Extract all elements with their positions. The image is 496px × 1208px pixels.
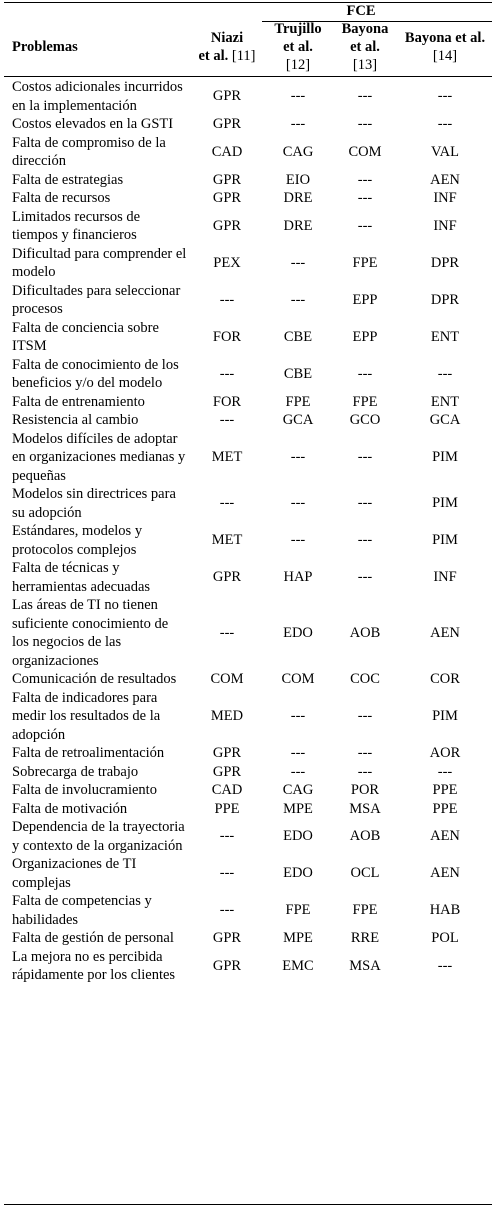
fce-code-cell: --- xyxy=(290,532,306,549)
fce-code-cell: --- xyxy=(357,763,373,780)
source-header-trujillo: Trujillo et al. [12] xyxy=(274,21,322,73)
table-row xyxy=(4,892,492,929)
problem-cell: Dependencia de la trayectoria y contexto de la organización xyxy=(12,819,185,854)
table-header xyxy=(4,3,492,74)
table-row xyxy=(4,855,492,892)
fce-code-cell: PIM xyxy=(432,449,458,465)
fce-code-cell: FOR xyxy=(212,393,242,410)
fce-code-cell: --- xyxy=(357,745,373,761)
table-row xyxy=(4,393,492,412)
fce-code-cell: --- xyxy=(219,365,235,382)
table-row xyxy=(4,282,492,319)
table-row xyxy=(4,189,492,208)
fce-code-cell: EIO xyxy=(285,171,311,188)
fce-code-cell: GPR xyxy=(212,116,242,132)
fce-code-cell: MSA xyxy=(349,957,381,974)
fce-code-cell: --- xyxy=(290,708,306,724)
fce-code-cell: COC xyxy=(350,671,380,687)
fce-code-cell: MPE xyxy=(283,800,313,817)
header-columns-row xyxy=(4,20,492,74)
fce-code-cell: --- xyxy=(357,88,373,105)
fce-code-cell: COR xyxy=(430,671,460,687)
problem-cell: Falta de recursos xyxy=(12,190,111,206)
problem-cell: Falta de compromiso de la dirección xyxy=(12,134,166,169)
problem-cell: Modelos difíciles de adoptar en organizaciones medianas y pequeñas xyxy=(12,430,186,484)
fce-code-cell: GPR xyxy=(212,190,242,206)
fce-code-cell: --- xyxy=(219,865,235,882)
table-row xyxy=(4,559,492,596)
table-row xyxy=(4,245,492,282)
fce-code-cell: --- xyxy=(437,763,453,780)
fce-code-cell: INF xyxy=(433,190,457,206)
fce-code-cell: AOB xyxy=(349,828,381,845)
problem-cell: Costos adicionales incurridos en la implementación xyxy=(12,79,183,114)
fce-code-cell: VAL xyxy=(431,143,459,160)
problem-cell: Falta de motivación xyxy=(12,800,128,817)
fce-code-cell: AOR xyxy=(429,745,461,761)
problem-cell: Resistencia al cambio xyxy=(12,412,139,428)
fce-code-cell: EDO xyxy=(283,624,313,641)
fce-code-cell: --- xyxy=(219,412,235,428)
problem-cell: Falta de entrenamiento xyxy=(12,393,145,410)
fce-code-cell: --- xyxy=(290,116,306,132)
fce-code-cell: PIM xyxy=(432,708,458,724)
table-row xyxy=(4,781,492,800)
fce-code-cell: AOB xyxy=(349,624,381,641)
fce-code-cell: GPR xyxy=(212,569,242,586)
fce-code-cell: --- xyxy=(290,763,306,780)
fce-code-cell: HAB xyxy=(429,902,461,919)
table-row xyxy=(4,115,492,134)
problem-cell: Falta de conocimiento de los beneficios y/o del modelo xyxy=(12,356,179,391)
fce-code-cell: MPE xyxy=(283,930,313,946)
fce-code-cell: MET xyxy=(211,449,243,465)
fce-code-cell: --- xyxy=(290,745,306,761)
problem-cell: Falta de conciencia sobre ITSM xyxy=(12,319,159,354)
fce-code-cell: --- xyxy=(437,116,453,132)
problem-cell: Sobrecarga de trabajo xyxy=(12,763,139,780)
fce-code-cell: MET xyxy=(211,532,243,549)
problem-cell: Falta de gestión de personal xyxy=(12,930,174,946)
fce-code-cell: COM xyxy=(210,671,244,687)
fce-code-cell: --- xyxy=(357,569,373,586)
fce-code-cell: AEN xyxy=(430,865,460,882)
fce-code-cell: FPE xyxy=(352,393,378,410)
problem-cell: Falta de indicadores para medir los resultados de la adopción xyxy=(12,689,161,743)
fce-code-cell: POL xyxy=(431,930,459,946)
table-row xyxy=(4,356,492,393)
table-row xyxy=(4,411,492,430)
fce-code-cell: --- xyxy=(219,624,235,641)
fce-code-cell: PIM xyxy=(432,532,458,549)
fce-code-cell: AEN xyxy=(430,171,460,188)
fce-code-cell: --- xyxy=(357,365,373,382)
fce-code-cell: --- xyxy=(357,449,373,465)
source-header-bayona-14: Bayona et al. [14] xyxy=(404,30,486,64)
problem-cell: Costos elevados en la GSTI xyxy=(12,116,174,132)
fce-code-cell: EPP xyxy=(352,291,378,308)
table-row xyxy=(4,171,492,190)
fce-code-cell: EDO xyxy=(283,828,313,845)
problem-cell: Falta de estrategias xyxy=(12,171,124,188)
fce-code-cell: --- xyxy=(357,495,373,512)
table-row xyxy=(4,744,492,763)
fce-code-cell: GPR xyxy=(212,745,242,761)
table-row xyxy=(4,74,492,115)
fce-code-cell: GPR xyxy=(212,88,242,105)
problem-cell: Modelos sin directrices para su adopción xyxy=(12,486,176,521)
fce-code-cell: AEN xyxy=(430,624,460,641)
table-row xyxy=(4,818,492,855)
table-body xyxy=(4,74,492,985)
fce-group-label: FCE xyxy=(346,3,376,19)
fce-code-cell: GPR xyxy=(212,171,242,188)
fce-code-cell: --- xyxy=(357,217,373,234)
fce-code-cell: EMC xyxy=(282,957,314,974)
fce-code-cell: DPR xyxy=(430,291,460,308)
fce-code-cell: --- xyxy=(219,828,235,845)
fce-code-cell: DPR xyxy=(430,254,460,271)
table-row xyxy=(4,689,492,745)
fce-code-cell: OCL xyxy=(350,865,380,882)
header-group-row xyxy=(4,3,492,20)
table-row xyxy=(4,800,492,819)
fce-code-cell: GCA xyxy=(282,412,314,428)
fce-code-cell: --- xyxy=(219,902,235,919)
fce-code-cell: --- xyxy=(437,365,453,382)
fce-problems-table xyxy=(4,3,492,985)
fce-code-cell: PPE xyxy=(432,800,458,817)
fce-code-cell: --- xyxy=(219,495,235,512)
problem-cell: Dificultad para comprender el modelo xyxy=(12,245,187,280)
table-row xyxy=(4,319,492,356)
fce-code-cell: CBE xyxy=(283,365,313,382)
fce-code-cell: PIM xyxy=(432,495,458,512)
problems-column-header: Problemas xyxy=(12,38,78,55)
fce-code-cell: GCO xyxy=(349,412,381,428)
table-row xyxy=(4,522,492,559)
fce-code-cell: CAG xyxy=(282,143,314,160)
fce-code-cell: --- xyxy=(290,449,306,465)
fce-code-cell: --- xyxy=(290,495,306,512)
fce-code-cell: INF xyxy=(433,217,457,234)
table-row xyxy=(4,430,492,486)
problem-cell: Falta de técnicas y herramientas adecuadas xyxy=(12,560,151,595)
fce-code-cell: GPR xyxy=(212,957,242,974)
table-row xyxy=(4,596,492,670)
problem-cell: Las áreas de TI no tienen suficiente conocimiento de los negocios de las organizaciones xyxy=(12,597,169,669)
fce-code-cell: MED xyxy=(210,708,244,724)
fce-code-cell: --- xyxy=(290,291,306,308)
problem-cell: Falta de competencias y habilidades xyxy=(12,893,152,928)
table-row xyxy=(4,134,492,171)
fce-code-cell: DRE xyxy=(283,190,313,206)
fce-code-cell: --- xyxy=(357,190,373,206)
fce-code-cell: --- xyxy=(357,708,373,724)
fce-code-cell: PPE xyxy=(432,782,458,798)
fce-code-cell: CAG xyxy=(282,782,314,798)
table-row xyxy=(4,208,492,245)
fce-code-cell: AEN xyxy=(430,828,460,845)
fce-code-cell: DRE xyxy=(283,217,313,234)
fce-code-cell: --- xyxy=(357,171,373,188)
fce-code-cell: EPP xyxy=(352,328,378,345)
table-row xyxy=(4,929,492,948)
fce-code-cell: --- xyxy=(357,116,373,132)
fce-code-cell: GPR xyxy=(212,930,242,946)
fce-code-cell: PPE xyxy=(214,800,240,817)
source-header-niazi: Niazi et al. [11] xyxy=(198,30,256,64)
fce-code-cell: --- xyxy=(437,88,453,105)
table-row xyxy=(4,763,492,782)
table-row xyxy=(4,948,492,985)
fce-code-cell: --- xyxy=(357,532,373,549)
fce-code-cell: INF xyxy=(433,569,457,586)
fce-code-cell: HAP xyxy=(283,569,313,586)
fce-code-cell: RRE xyxy=(350,930,380,946)
fce-code-cell: GPR xyxy=(212,763,242,780)
fce-code-cell: FOR xyxy=(212,328,242,345)
fce-code-cell: COM xyxy=(281,671,315,687)
fce-code-cell: --- xyxy=(437,957,453,974)
table-row xyxy=(4,670,492,689)
problem-cell: La mejora no es percibida rápidamente por los clientes xyxy=(12,948,176,983)
fce-code-cell: GCA xyxy=(429,412,461,428)
fce-code-cell: FPE xyxy=(352,254,378,271)
problem-cell: Estándares, modelos y protocolos complejos xyxy=(12,523,143,558)
problem-cell: Dificultades para seleccionar procesos xyxy=(12,282,181,317)
problem-cell: Falta de involucramiento xyxy=(12,782,157,798)
bottom-rule xyxy=(4,1204,492,1205)
problem-cell: Falta de retroalimentación xyxy=(12,745,165,761)
fce-code-cell: --- xyxy=(219,291,235,308)
fce-code-cell: --- xyxy=(290,254,306,271)
fce-code-cell: GPR xyxy=(212,217,242,234)
fce-code-cell: CAD xyxy=(211,143,243,160)
fce-code-cell: PEX xyxy=(213,254,241,271)
fce-code-cell: --- xyxy=(290,88,306,105)
fce-code-cell: CBE xyxy=(283,328,313,345)
problem-cell: Organizaciones de TI complejas xyxy=(12,856,137,891)
table-row xyxy=(4,485,492,522)
source-header-bayona-13: Bayona et al. [13] xyxy=(341,21,389,73)
fce-code-cell: EDO xyxy=(283,865,313,882)
fce-code-cell: COM xyxy=(348,143,382,160)
problem-cell: Comunicación de resultados xyxy=(12,671,177,687)
problem-cell: Limitados recursos de tiempos y financieros xyxy=(12,208,141,243)
fce-code-cell: FPE xyxy=(285,393,311,410)
fce-code-cell: FPE xyxy=(352,902,378,919)
fce-code-cell: POR xyxy=(350,782,380,798)
fce-code-cell: ENT xyxy=(430,393,460,410)
fce-code-cell: MSA xyxy=(349,800,381,817)
fce-code-cell: CAD xyxy=(211,782,243,798)
fce-code-cell: FPE xyxy=(285,902,311,919)
fce-code-cell: ENT xyxy=(430,328,460,345)
